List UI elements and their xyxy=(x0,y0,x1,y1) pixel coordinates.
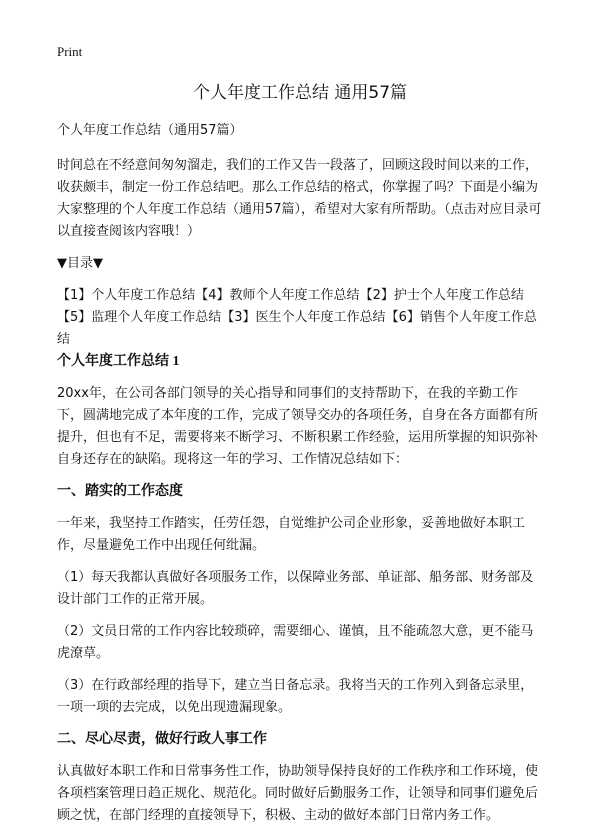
list-item-1: （1）每天我都认真做好各项服务工作，以保障业务部、单证部、船务部、财务部及设计部门工作的正常开展。 xyxy=(57,570,534,607)
section-heading-2: 二、尽心尽责，做好行政人事工作 xyxy=(57,732,267,747)
section1-body: 一年来，我坚持工作踏实，任劳任怨，自觉维护公司企业形象，妥善地做好本职工作，尽量避免工作中出现任何纰漏。 xyxy=(57,516,526,553)
document-subtitle: 个人年度工作总结（通用57篇） xyxy=(57,123,243,138)
toc-article-title: 个人年度工作总结 1 xyxy=(57,354,180,369)
list-item-3: （3）在行政部经理的指导下，建立当日备忘录。我将当天的工作列入到备忘录里，一项一项的去完成，以免出现遗漏现象。 xyxy=(57,678,534,715)
section2-body: 认真做好本职工作和日常事务性工作，协助领导保持良好的工作秩序和工作环境，使各项档案管理日趋正规化、规范化。同时做好后勤服务工作，让领导和同事们避免后顾之忧，在部门经理的直接领导下，积极、主动的做好本部门日常内务工作。 xyxy=(57,764,539,823)
toc-link-6[interactable]: 【6】销售个人年度工作总结 xyxy=(57,310,537,347)
intro-paragraph: 时间总在不经意间匆匆溜走，我们的工作又告一段落了，回顾这段时间以来的工作，收获颇丰，制定一份工作总结吧。那么工作总结的格式，你掌握了吗？下面是小编为大家整理的个人年度工作总结（通用57篇），希望对大家有所帮助。（点击对应目录可以直接查阅该内容哦！） xyxy=(57,158,542,239)
toc-line-2 xyxy=(57,307,543,351)
page-title: 个人年度工作总结 通用57篇 xyxy=(192,83,408,103)
toc-link-1[interactable]: 【1】个人年度工作总结 xyxy=(57,288,196,303)
toc-line-1 xyxy=(57,285,543,307)
table-of-contents xyxy=(57,285,543,373)
print-label[interactable]: Print xyxy=(57,44,83,59)
toc-link-5[interactable]: 【5】监理个人年度工作总结 xyxy=(57,310,222,325)
section-heading-1: 一、踏实的工作态度 xyxy=(57,484,183,499)
toc-link-2[interactable]: 【2】护士个人年度工作总结 xyxy=(359,288,524,303)
toc-heading: ▼目录▼ xyxy=(57,256,103,271)
toc-link-3[interactable]: 【3】医生个人年度工作总结 xyxy=(221,310,386,325)
toc-link-4[interactable]: 【4】教师个人年度工作总结 xyxy=(195,288,360,303)
article-opening: 20xx年，在公司各部门领导的关心指导和同事们的支持帮助下，在我的辛勤工作下，圆满地完成了本年度的工作，完成了领导交办的各项任务，自身在各方面都有所提升，但也有不足，需要将来不断学习、不断积累工作经验，运用所掌握的知识弥补自身还存在的缺陷。现将这一年的学习、工作情况总结如下： xyxy=(57,386,539,467)
toc-line-3 xyxy=(57,351,543,373)
list-item-2: （2）文员日常的工作内容比较琐碎，需要细心、谨慎，且不能疏忽大意，更不能马虎潦草。 xyxy=(57,624,534,661)
